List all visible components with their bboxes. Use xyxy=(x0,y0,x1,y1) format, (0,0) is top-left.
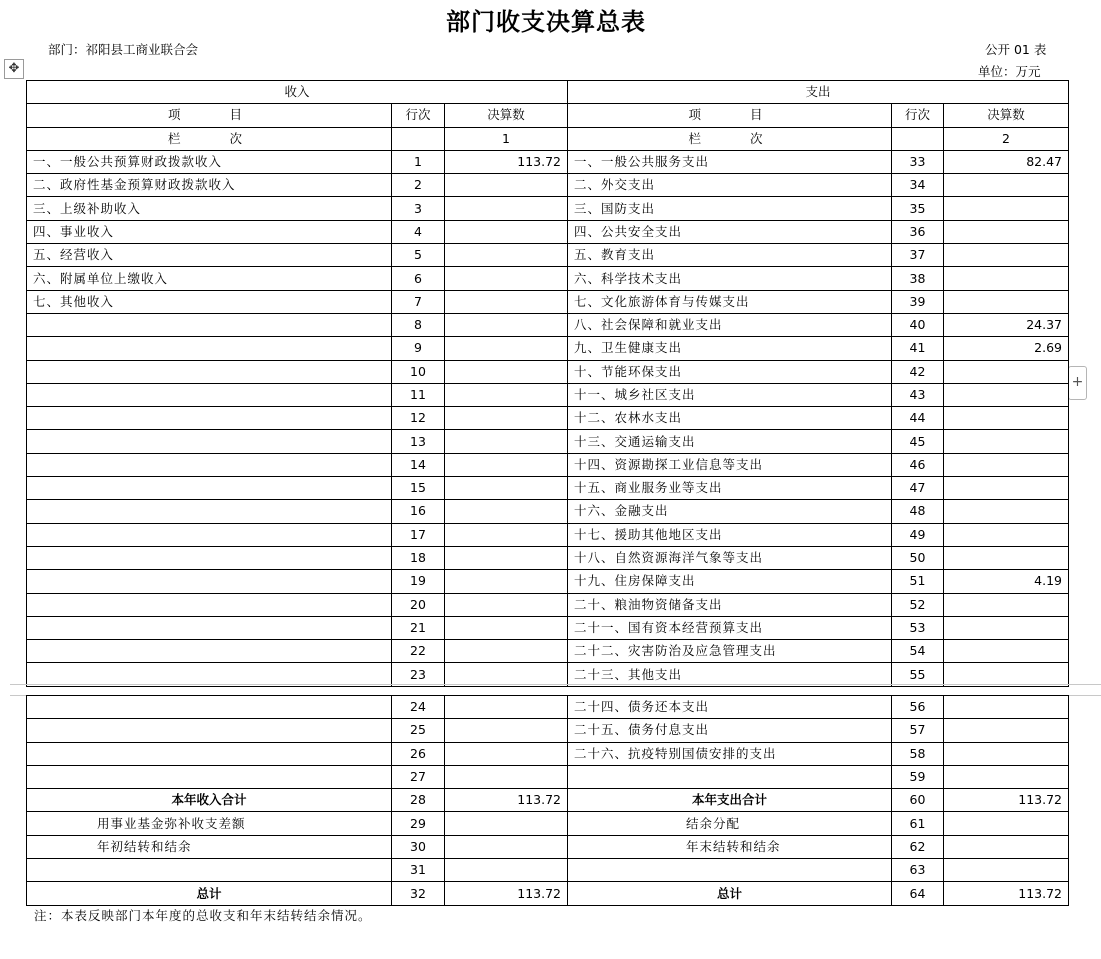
expense-item-cell: 十三、交通运输支出 xyxy=(568,430,892,453)
table-row xyxy=(27,859,1069,882)
income-amount-cell xyxy=(445,220,568,243)
income-item-cell xyxy=(27,742,392,765)
income-amount-cell xyxy=(445,453,568,476)
expense-line-cell: 54 xyxy=(892,640,944,663)
income-line-cell: 26 xyxy=(392,742,445,765)
table-row xyxy=(27,616,1069,639)
income-amount-cell xyxy=(445,663,568,686)
section-header-row xyxy=(27,81,1069,104)
income-line-cell: 7 xyxy=(392,290,445,313)
income-amount-cell xyxy=(445,616,568,639)
expense-line-cell: 59 xyxy=(892,765,944,788)
expense-line-cell: 61 xyxy=(892,812,944,835)
expense-amount-cell xyxy=(944,220,1069,243)
income-line-cell: 30 xyxy=(392,835,445,858)
income-amount-cell xyxy=(445,430,568,453)
table-row xyxy=(27,765,1069,788)
expense-line-cell: 39 xyxy=(892,290,944,313)
table-row xyxy=(27,812,1069,835)
income-line-cell: 6 xyxy=(392,267,445,290)
table-row xyxy=(27,220,1069,243)
expense-line-cell: 53 xyxy=(892,616,944,639)
income-item-cell xyxy=(27,430,392,453)
expense-item-cell: 十、节能环保支出 xyxy=(568,360,892,383)
income-line-cell: 3 xyxy=(392,197,445,220)
income-amount-cell xyxy=(445,267,568,290)
table-row xyxy=(27,313,1069,336)
income-line-cell: 10 xyxy=(392,360,445,383)
expense-item-cell: 二十四、债务还本支出 xyxy=(568,696,892,719)
income-line-cell: 4 xyxy=(392,220,445,243)
expense-amount-cell xyxy=(944,407,1069,430)
table-row xyxy=(27,383,1069,406)
income-amount-cell: 113.72 xyxy=(445,882,568,905)
expense-amount-cell: 82.47 xyxy=(944,150,1069,173)
expense-line-cell: 46 xyxy=(892,453,944,476)
income-amount-cell xyxy=(445,360,568,383)
expense-amount-cell xyxy=(944,696,1069,719)
expense-line-cell: 41 xyxy=(892,337,944,360)
expense-amount-cell xyxy=(944,290,1069,313)
income-amount-cell xyxy=(445,174,568,197)
income-amount-cell xyxy=(445,859,568,882)
expense-line-cell: 64 xyxy=(892,882,944,905)
expense-line-cell: 35 xyxy=(892,197,944,220)
expense-amount-cell: 113.72 xyxy=(944,789,1069,812)
income-line-cell: 24 xyxy=(392,696,445,719)
income-line-cell: 1 xyxy=(392,150,445,173)
income-item-cell xyxy=(27,765,392,788)
expense-amount-header: 决算数 xyxy=(944,104,1069,127)
table-row xyxy=(27,430,1069,453)
expense-item-cell: 二十二、灾害防治及应急管理支出 xyxy=(568,640,892,663)
expense-amount-cell: 4.19 xyxy=(944,570,1069,593)
income-item-cell xyxy=(27,593,392,616)
expense-amount-cell xyxy=(944,546,1069,569)
expense-amount-cell xyxy=(944,859,1069,882)
expense-item-cell: 十五、商业服务业等支出 xyxy=(568,477,892,500)
income-line-cell: 19 xyxy=(392,570,445,593)
expense-item-cell: 二、外交支出 xyxy=(568,174,892,197)
table-row xyxy=(27,696,1069,719)
table-row xyxy=(27,523,1069,546)
income-amount-cell: 113.72 xyxy=(445,150,568,173)
income-amount-cell xyxy=(445,719,568,742)
expense-item-cell: 二十六、抗疫特别国债安排的支出 xyxy=(568,742,892,765)
expense-item-cell: 十八、自然资源海洋气象等支出 xyxy=(568,546,892,569)
income-item-cell: 年初结转和结余 xyxy=(27,835,392,858)
table-body-part2 xyxy=(27,696,1069,906)
add-column-icon[interactable]: + xyxy=(1068,366,1087,400)
table-row xyxy=(27,663,1069,686)
income-item-cell xyxy=(27,523,392,546)
income-item-cell xyxy=(27,570,392,593)
income-item-cell: 四、事业收入 xyxy=(27,220,392,243)
income-column-number: 1 xyxy=(445,127,568,150)
table-row xyxy=(27,546,1069,569)
empty-cell xyxy=(392,127,445,150)
income-line-cell: 32 xyxy=(392,882,445,905)
table-row xyxy=(27,835,1069,858)
budget-table-part1 xyxy=(26,80,1069,687)
income-item-cell xyxy=(27,719,392,742)
table-row xyxy=(27,477,1069,500)
expense-line-cell: 50 xyxy=(892,546,944,569)
income-amount-cell xyxy=(445,407,568,430)
income-line-cell: 9 xyxy=(392,337,445,360)
income-amount-cell: 113.72 xyxy=(445,789,568,812)
expense-amount-cell xyxy=(944,523,1069,546)
expense-line-cell: 57 xyxy=(892,719,944,742)
table-row xyxy=(27,719,1069,742)
income-line-cell: 29 xyxy=(392,812,445,835)
column-header-row xyxy=(27,104,1069,127)
expense-line-cell: 48 xyxy=(892,500,944,523)
income-item-cell xyxy=(27,453,392,476)
expense-amount-cell xyxy=(944,663,1069,686)
expense-item-cell xyxy=(568,765,892,788)
expense-line-cell: 44 xyxy=(892,407,944,430)
income-item-cell xyxy=(27,477,392,500)
income-line-cell: 2 xyxy=(392,174,445,197)
income-line-cell: 13 xyxy=(392,430,445,453)
expense-amount-cell xyxy=(944,765,1069,788)
income-line-cell: 14 xyxy=(392,453,445,476)
expense-item-cell: 九、卫生健康支出 xyxy=(568,337,892,360)
expense-item-cell: 七、文化旅游体育与传媒支出 xyxy=(568,290,892,313)
expense-line-cell: 37 xyxy=(892,244,944,267)
expense-item-cell: 二十三、其他支出 xyxy=(568,663,892,686)
table-row xyxy=(27,407,1069,430)
income-amount-cell xyxy=(445,337,568,360)
department-label: 部门：祁阳县工商业联合会 xyxy=(48,42,199,57)
expense-header: 支出 xyxy=(568,81,1069,104)
expense-amount-cell xyxy=(944,477,1069,500)
footnote: 注：本表反映部门本年度的总收支和年末结转结余情况。 xyxy=(34,908,372,923)
income-line-cell: 28 xyxy=(392,789,445,812)
income-item-cell: 一、一般公共预算财政拨款收入 xyxy=(27,150,392,173)
table-row xyxy=(27,500,1069,523)
expense-amount-cell xyxy=(944,835,1069,858)
table-row xyxy=(27,882,1069,905)
table-row xyxy=(27,640,1069,663)
expense-item-cell: 八、社会保障和就业支出 xyxy=(568,313,892,336)
expense-amount-cell xyxy=(944,383,1069,406)
expense-line-cell: 40 xyxy=(892,313,944,336)
expense-line-cell: 55 xyxy=(892,663,944,686)
expense-amount-cell xyxy=(944,812,1069,835)
page-title: 部门收支决算总表 xyxy=(446,8,646,36)
income-item-cell xyxy=(27,859,392,882)
income-line-cell: 20 xyxy=(392,593,445,616)
table-row xyxy=(27,360,1069,383)
expense-amount-cell xyxy=(944,430,1069,453)
table-row xyxy=(27,174,1069,197)
income-item-cell xyxy=(27,546,392,569)
expense-row-label: 栏 次 xyxy=(568,127,892,150)
expense-line-cell: 51 xyxy=(892,570,944,593)
income-item-cell xyxy=(27,640,392,663)
income-item-cell xyxy=(27,407,392,430)
expense-item-cell: 一、一般公共服务支出 xyxy=(568,150,892,173)
table-row xyxy=(27,742,1069,765)
income-amount-cell xyxy=(445,742,568,765)
income-amount-cell xyxy=(445,383,568,406)
income-line-cell: 31 xyxy=(392,859,445,882)
expense-line-cell: 62 xyxy=(892,835,944,858)
table-body-part1 xyxy=(27,150,1069,686)
income-amount-cell xyxy=(445,500,568,523)
expense-line-cell: 60 xyxy=(892,789,944,812)
income-item-cell xyxy=(27,337,392,360)
budget-table-part2 xyxy=(26,695,1069,906)
income-line-cell: 22 xyxy=(392,640,445,663)
income-line-cell: 17 xyxy=(392,523,445,546)
expense-item-cell: 十二、农林水支出 xyxy=(568,407,892,430)
income-amount-cell xyxy=(445,835,568,858)
table-row xyxy=(27,150,1069,173)
income-amount-cell xyxy=(445,570,568,593)
expense-line-cell: 36 xyxy=(892,220,944,243)
expense-amount-cell xyxy=(944,742,1069,765)
income-line-cell: 23 xyxy=(392,663,445,686)
income-item-cell: 三、上级补助收入 xyxy=(27,197,392,220)
expense-column-number: 2 xyxy=(944,127,1069,150)
expense-line-cell: 63 xyxy=(892,859,944,882)
expense-line-header: 行次 xyxy=(892,104,944,127)
income-item-cell xyxy=(27,663,392,686)
expense-item-cell: 四、公共安全支出 xyxy=(568,220,892,243)
expense-item-cell: 二十五、债务付息支出 xyxy=(568,719,892,742)
expense-line-cell: 38 xyxy=(892,267,944,290)
expense-item-cell: 三、国防支出 xyxy=(568,197,892,220)
income-line-cell: 12 xyxy=(392,407,445,430)
table-row xyxy=(27,337,1069,360)
income-item-cell xyxy=(27,313,392,336)
table-row xyxy=(27,267,1069,290)
expense-amount-cell xyxy=(944,267,1069,290)
expense-amount-cell xyxy=(944,360,1069,383)
income-line-cell: 16 xyxy=(392,500,445,523)
expense-item-cell: 年末结转和结余 xyxy=(568,835,892,858)
income-item-cell: 七、其他收入 xyxy=(27,290,392,313)
expense-amount-cell xyxy=(944,244,1069,267)
expense-line-cell: 33 xyxy=(892,150,944,173)
income-amount-cell xyxy=(445,812,568,835)
income-line-header: 行次 xyxy=(392,104,445,127)
expense-amount-cell xyxy=(944,616,1069,639)
column-number-row xyxy=(27,127,1069,150)
expense-amount-cell xyxy=(944,500,1069,523)
empty-cell xyxy=(892,127,944,150)
table-row xyxy=(27,244,1069,267)
income-item-cell: 用事业基金弥补收支差额 xyxy=(27,812,392,835)
expense-item-cell: 二十、粮油物资储备支出 xyxy=(568,593,892,616)
expense-item-cell: 十九、住房保障支出 xyxy=(568,570,892,593)
income-line-cell: 21 xyxy=(392,616,445,639)
expense-item-cell: 十一、城乡社区支出 xyxy=(568,383,892,406)
table-row xyxy=(27,789,1069,812)
expense-amount-cell: 24.37 xyxy=(944,313,1069,336)
income-item-cell xyxy=(27,383,392,406)
expense-item-cell: 十六、金融支出 xyxy=(568,500,892,523)
table-row xyxy=(27,453,1069,476)
income-item-cell: 本年收入合计 xyxy=(27,789,392,812)
expense-item-cell: 总计 xyxy=(568,882,892,905)
income-amount-cell xyxy=(445,765,568,788)
table-row xyxy=(27,593,1069,616)
income-amount-cell xyxy=(445,290,568,313)
income-line-cell: 8 xyxy=(392,313,445,336)
expense-line-cell: 56 xyxy=(892,696,944,719)
expense-item-cell: 五、教育支出 xyxy=(568,244,892,267)
expense-item-cell: 结余分配 xyxy=(568,812,892,835)
expense-amount-cell xyxy=(944,174,1069,197)
expense-line-cell: 49 xyxy=(892,523,944,546)
expense-item-cell xyxy=(568,859,892,882)
income-amount-cell xyxy=(445,244,568,267)
expense-line-cell: 34 xyxy=(892,174,944,197)
expense-amount-cell: 2.69 xyxy=(944,337,1069,360)
expense-amount-cell xyxy=(944,453,1069,476)
income-amount-cell xyxy=(445,197,568,220)
income-amount-cell xyxy=(445,640,568,663)
income-item-cell: 总计 xyxy=(27,882,392,905)
income-item-cell: 二、政府性基金预算财政拨款收入 xyxy=(27,174,392,197)
income-item-header: 项 目 xyxy=(27,104,392,127)
income-line-cell: 27 xyxy=(392,765,445,788)
income-item-cell xyxy=(27,696,392,719)
expense-line-cell: 58 xyxy=(892,742,944,765)
income-line-cell: 25 xyxy=(392,719,445,742)
income-line-cell: 15 xyxy=(392,477,445,500)
income-amount-cell xyxy=(445,313,568,336)
income-amount-header: 决算数 xyxy=(445,104,568,127)
expense-item-cell: 十四、资源勘探工业信息等支出 xyxy=(568,453,892,476)
income-line-cell: 5 xyxy=(392,244,445,267)
income-header: 收入 xyxy=(27,81,568,104)
form-number: 公开 01 表 xyxy=(985,42,1047,57)
expense-item-header: 项 目 xyxy=(568,104,892,127)
income-line-cell: 18 xyxy=(392,546,445,569)
income-amount-cell xyxy=(445,523,568,546)
income-amount-cell xyxy=(445,696,568,719)
expense-line-cell: 47 xyxy=(892,477,944,500)
table-row xyxy=(27,570,1069,593)
expense-amount-cell xyxy=(944,197,1069,220)
income-row-label: 栏 次 xyxy=(27,127,392,150)
income-amount-cell xyxy=(445,477,568,500)
expense-item-cell: 本年支出合计 xyxy=(568,789,892,812)
income-line-cell: 11 xyxy=(392,383,445,406)
expense-item-cell: 二十一、国有资本经营预算支出 xyxy=(568,616,892,639)
expense-line-cell: 42 xyxy=(892,360,944,383)
expense-amount-cell xyxy=(944,719,1069,742)
table-row xyxy=(27,290,1069,313)
expense-item-cell: 六、科学技术支出 xyxy=(568,267,892,290)
income-amount-cell xyxy=(445,546,568,569)
income-item-cell xyxy=(27,500,392,523)
expense-amount-cell xyxy=(944,640,1069,663)
expense-line-cell: 43 xyxy=(892,383,944,406)
expense-line-cell: 52 xyxy=(892,593,944,616)
income-item-cell xyxy=(27,616,392,639)
expense-amount-cell: 113.72 xyxy=(944,882,1069,905)
income-item-cell: 六、附属单位上缴收入 xyxy=(27,267,392,290)
income-amount-cell xyxy=(445,593,568,616)
income-item-cell xyxy=(27,360,392,383)
expense-line-cell: 45 xyxy=(892,430,944,453)
unit-label: 单位：万元 xyxy=(978,64,1041,79)
expense-item-cell: 十七、援助其他地区支出 xyxy=(568,523,892,546)
expense-amount-cell xyxy=(944,593,1069,616)
income-item-cell: 五、经营收入 xyxy=(27,244,392,267)
table-move-icon[interactable]: ✥ xyxy=(4,59,24,79)
table-row xyxy=(27,197,1069,220)
